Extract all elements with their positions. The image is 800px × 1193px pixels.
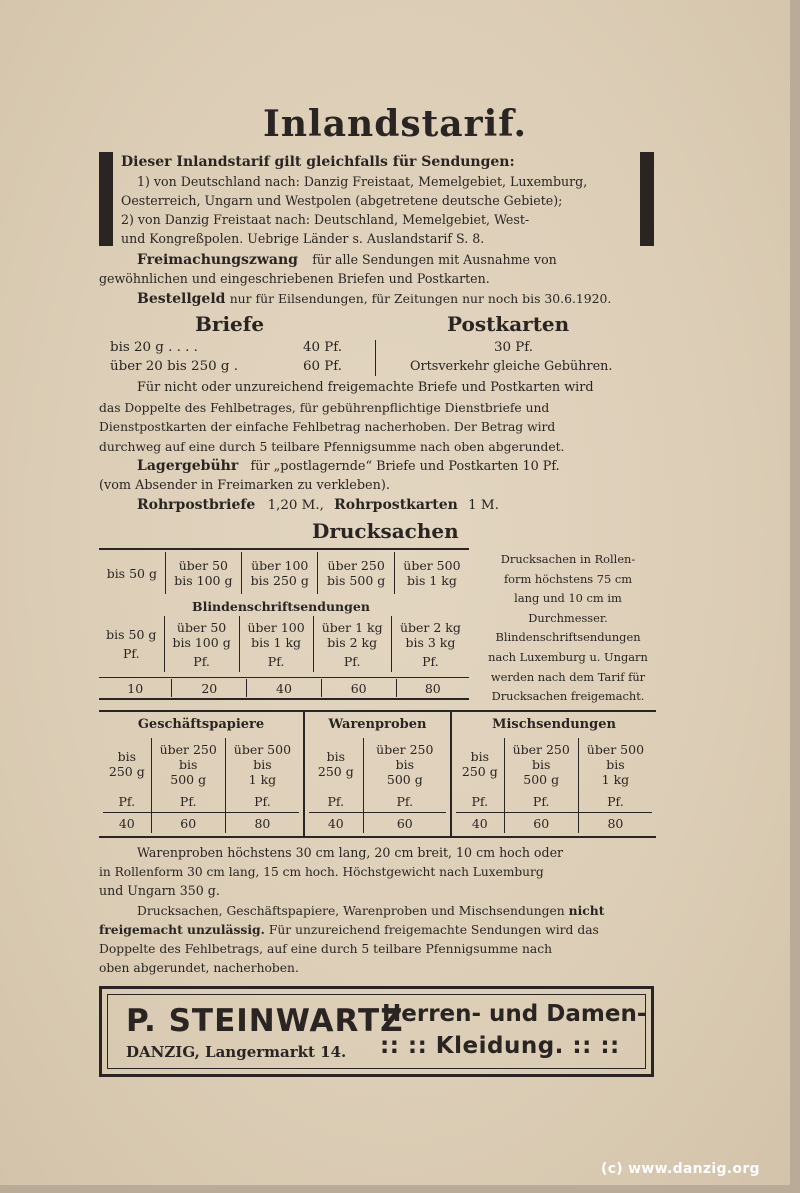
group-price: 40 <box>103 813 151 834</box>
group-1 <box>305 712 450 836</box>
unit-label: Pf. <box>122 646 140 661</box>
group-weight: bis 250 g <box>461 749 498 779</box>
briefe-heading: Briefe <box>195 312 265 336</box>
group-price: 80 <box>578 813 652 834</box>
blind-weight-text: bis 50 g <box>106 627 157 642</box>
lager-line-2: (vom Absender in Freimarken zu verkleben). <box>99 478 390 493</box>
drucksachen-weight-text: über 100 bis 250 g <box>250 558 309 588</box>
briefe-row-2-label: über 20 bis 250 g . <box>110 359 238 374</box>
drucksachen-price-text: 80 <box>424 680 441 696</box>
unit-label: Pf. <box>578 790 652 813</box>
side-note-line: Blindenschriftsendungen <box>495 630 641 645</box>
drucksachen-price-text: 20 <box>201 680 218 696</box>
final-note-2b: Für unzureichend freigemachte Sendungen wird das <box>268 923 599 937</box>
left-bracket-bar <box>99 152 113 246</box>
drucksachen-price-0 <box>99 679 172 697</box>
group-heading: Warenproben <box>328 717 427 732</box>
intro-line-5: und Kongreßpolen. Uebrige Länder s. Auslandstarif S. 8. <box>121 231 485 246</box>
page-title: Inlandstarif. <box>263 103 527 145</box>
group-price: 60 <box>363 813 446 834</box>
advert-address: DANZIG, Langermarkt 14. <box>126 1043 347 1061</box>
group-price: 40 <box>456 813 504 834</box>
drucksachen-weight-text: bis 50 g <box>106 565 157 581</box>
group-price: 60 <box>504 813 578 834</box>
drucksachen-weight-4 <box>394 552 469 594</box>
drucksachen-heading: Drucksachen <box>312 519 459 543</box>
freimachung-line-2: gewöhnlichen und eingeschriebenen Briefen und Postkarten. <box>99 271 490 286</box>
blind-weight-4 <box>391 616 469 672</box>
drucksachen-price-text: 40 <box>276 680 292 696</box>
final-note-1a: Drucksachen, Geschäftspapiere, Warenproben und Mischsendungen <box>137 904 565 918</box>
advert-line-1: Herren- und Damen- <box>382 1001 647 1027</box>
blind-weight-text: über 1 kg bis 2 kg <box>321 619 383 650</box>
drucksachen-weight-0 <box>99 552 165 594</box>
freimachung-label: Freimachungszwang <box>137 252 298 268</box>
blind-weight-1 <box>164 616 239 672</box>
drucksachen-weight-text: über 50 bis 100 g <box>174 558 233 588</box>
unit-label: Pf. <box>225 790 299 813</box>
postkarten-heading: Postkarten <box>447 312 570 336</box>
advert-name: P. STEINWARTZ <box>126 1003 404 1039</box>
side-note-line: werden nach dem Tarif für <box>490 669 646 684</box>
blind-weights-row <box>99 616 469 672</box>
underpaid-line-4: durchweg auf eine durch 5 teilbare Pfennigsumme nach oben abgerundet. <box>99 440 565 454</box>
group-price: 60 <box>151 813 225 834</box>
rohrpost-line <box>137 496 499 516</box>
group-0 <box>99 712 303 836</box>
groups-bottom-rule <box>99 836 656 838</box>
unit-label: Pf. <box>151 790 225 813</box>
briefe-row-1-value: 40 Pf. <box>303 340 343 355</box>
rohrpost-briefe-label: Rohrpostbriefe <box>137 497 256 513</box>
drucksachen-bottom-rule <box>99 698 469 700</box>
blind-weight-3 <box>313 616 391 672</box>
drucksachen-price-2 <box>247 679 322 697</box>
drucksachen-weight-text: über 500 bis 1 kg <box>403 558 461 588</box>
bestellgeld-text: nur für Eilsendungen, für Zeitungen nur noch bis 30.6.1920. <box>229 291 612 306</box>
unit-label: Pf. <box>504 790 578 813</box>
group-weight: bis 250 g <box>108 749 145 779</box>
bestellgeld-label: Bestellgeld <box>137 291 226 307</box>
side-note-line: Durchmesser. <box>528 610 608 625</box>
group-price: 80 <box>225 813 299 834</box>
group-weight: über 500 bis 1 kg <box>225 738 299 790</box>
drucksachen-top-rule <box>99 548 469 550</box>
unit-label: Pf. <box>363 790 446 813</box>
final-note-4: oben abgerundet, nacherhoben. <box>99 961 299 975</box>
group-heading: Geschäftspapiere <box>137 717 265 732</box>
final-note-1b: nicht <box>568 903 605 918</box>
blind-weight-text: über 100 bis 1 kg <box>247 619 305 650</box>
drucksachen-price-text: 60 <box>350 680 367 696</box>
postkarten-price: 30 Pf. <box>494 340 534 355</box>
unit-label: Pf. <box>422 653 439 669</box>
final-note-1 <box>137 902 604 921</box>
group-weight: über 250 bis 500 g <box>151 738 225 790</box>
drucksachen-weight-2 <box>242 552 318 594</box>
warenproben-note-1: Warenproben höchstens 30 cm lang, 20 cm breit, 10 cm hoch oder <box>137 845 564 860</box>
underpaid-line-1: Für nicht oder unzureichend freigemachte Briefe und Postkarten wird <box>137 380 594 395</box>
blind-weight-text: über 2 kg bis 3 kg <box>399 619 461 650</box>
drucksachen-price-3 <box>321 679 396 697</box>
unit-label: Pf. <box>193 653 210 669</box>
drucksachen-price-1 <box>172 679 247 697</box>
briefe-divider <box>375 340 376 376</box>
blind-weight-0 <box>99 616 164 672</box>
unit-label: Pf. <box>267 653 285 669</box>
advertisement-box <box>99 986 654 1077</box>
side-note-line: Drucksachen in Rollen- <box>500 552 636 566</box>
drucksachen-price-4 <box>396 679 469 697</box>
group-weight: über 250 bis 500 g <box>363 738 446 790</box>
freimachung-text: für alle Sendungen mit Ausnahme von <box>312 252 557 267</box>
side-note-line: lang und 10 cm im <box>514 591 622 606</box>
rohrpost-briefe-value: 1,20 M., <box>267 498 324 513</box>
unit-label: Pf. <box>343 653 361 669</box>
drucksachen-weights-row <box>99 552 469 594</box>
final-note-2a: freigemacht unzulässig. <box>99 922 265 937</box>
intro-line-3: Oesterreich, Ungarn und Westpolen (abgetretene deutsche Gebiete); <box>121 193 563 208</box>
watermark: (c) www.danzig.org <box>601 1161 760 1177</box>
blind-weight-2 <box>239 616 313 672</box>
freimachung-line-1 <box>137 251 557 271</box>
unit-label: Pf. <box>471 793 489 809</box>
side-note-line: Drucksachen freigemacht. <box>491 689 645 704</box>
group-weight: über 250 bis 500 g <box>504 738 578 790</box>
drucksachen-side-note <box>478 550 658 707</box>
briefe-row-1-label: bis 20 g . . . . <box>110 340 198 355</box>
drucksachen-weight-text: über 250 bis 500 g <box>327 558 386 588</box>
drucksachen-price-text: 10 <box>127 680 144 696</box>
drucksachen-prices-row <box>99 679 469 697</box>
lager-line <box>137 457 560 477</box>
group-price: 40 <box>309 813 363 834</box>
lager-label: Lagergebühr <box>137 458 239 474</box>
group-weight: bis 250 g <box>317 749 354 779</box>
drucksachen-weight-3 <box>318 552 394 594</box>
underpaid-line-3: Dienstpostkarten der einfache Fehlbetrag nacherhoben. Der Betrag wird <box>99 420 556 434</box>
unit-label: Pf. <box>327 793 345 809</box>
group-weight: über 500 bis 1 kg <box>578 738 652 790</box>
final-note-2 <box>99 921 599 940</box>
unit-label: Pf. <box>118 793 136 809</box>
right-bracket-bar <box>640 152 654 246</box>
bestellgeld-line <box>137 290 611 310</box>
rohrpost-karten-label: Rohrpostkarten <box>334 497 458 513</box>
warenproben-note-3: und Ungarn 350 g. <box>99 883 220 898</box>
intro-line-4: 2) von Danzig Freistaat nach: Deutschland, Memelgebiet, West- <box>121 212 530 227</box>
blind-weight-text: über 50 bis 100 g <box>172 619 231 650</box>
blind-heading: Blindenschriftsendungen <box>192 599 370 614</box>
side-note-line: form höchstens 75 cm <box>503 571 633 586</box>
intro-line-2: 1) von Deutschland nach: Danzig Freistaat, Memelgebiet, Luxemburg, <box>137 174 588 189</box>
postkarten-note: Ortsverkehr gleiche Gebühren. <box>410 359 613 374</box>
rohrpost-karten-value: 1 M. <box>468 498 499 513</box>
final-note-3: Doppelte des Fehlbetrags, auf eine durch 5 teilbare Pfennigsumme nach <box>99 942 553 956</box>
side-note-line: nach Luxemburg u. Ungarn <box>488 649 648 664</box>
drucksachen-price-rule <box>99 677 469 678</box>
advert-line-2: :: :: Kleidung. :: :: <box>380 1033 620 1059</box>
drucksachen-weight-1 <box>165 552 241 594</box>
intro-heading: Dieser Inlandstarif gilt gleichfalls für Sendungen: <box>121 154 515 170</box>
group-heading: Mischsendungen <box>492 717 616 732</box>
lager-text: für „postlagernde“ Briefe und Postkarten 10 Pf. <box>250 459 560 474</box>
group-2 <box>452 712 656 836</box>
briefe-row-2-value: 60 Pf. <box>303 359 343 374</box>
underpaid-line-2: das Doppelte des Fehlbetrages, für gebührenpflichtige Dienstbriefe und <box>99 401 550 415</box>
warenproben-note-2: in Rollenform 30 cm lang, 15 cm hoch. Höchstgewicht nach Luxemburg <box>99 865 544 879</box>
